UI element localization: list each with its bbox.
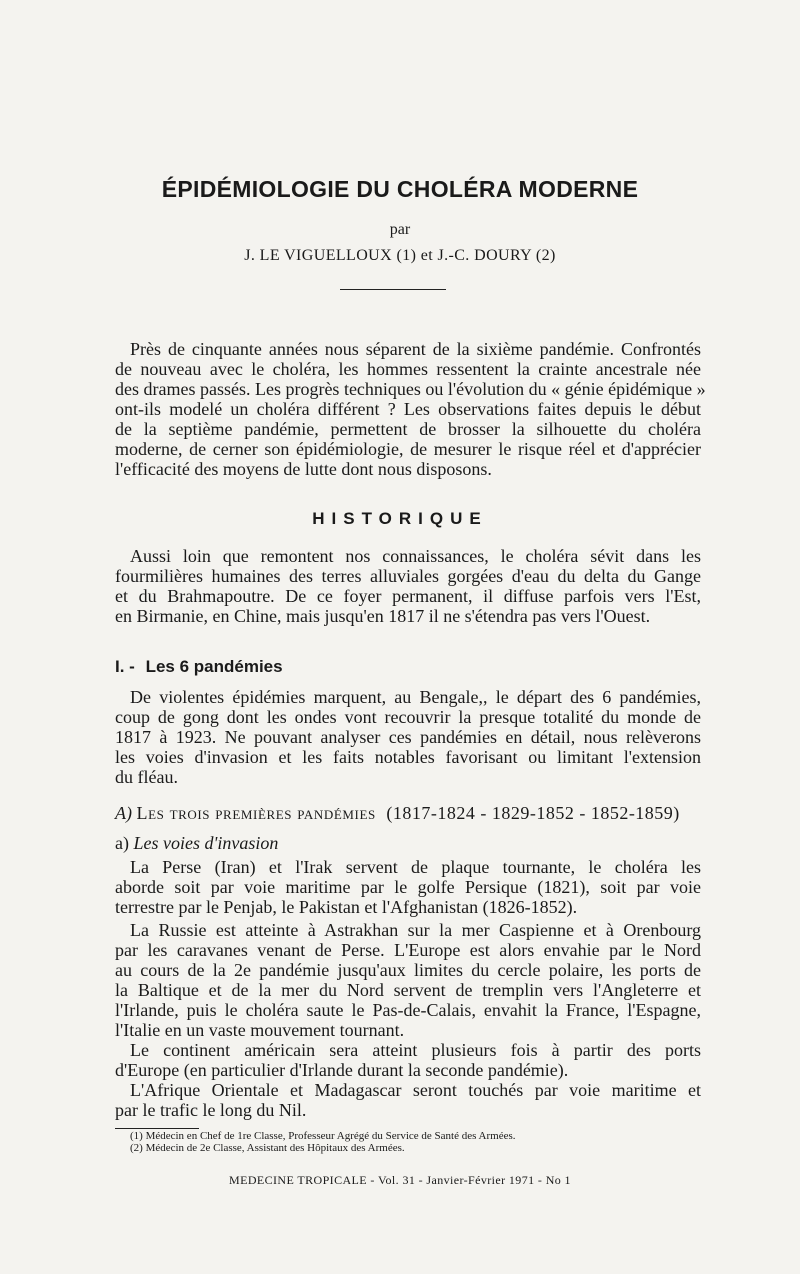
text-line: la Baltique et de la mer du Nord servent de tremplin vers l'Angleterre et xyxy=(115,980,701,1000)
text-line: moderne, de cerner son épidémiologie, de mesurer le risque réel et d'apprécier xyxy=(115,439,701,459)
perse-paragraph xyxy=(115,857,701,917)
abstract-paragraph xyxy=(115,339,706,479)
text-line: La Russie est atteinte à Astrakhan sur la mer Caspienne et à Orenbourg xyxy=(130,920,701,940)
part-a-title: Les trois premières pandémies xyxy=(136,803,376,823)
text-line: l'Italie en un vaste mouvement tournant. xyxy=(115,1020,405,1040)
subsection-heading xyxy=(115,657,283,677)
russie-paragraph xyxy=(115,920,701,1040)
afrique-paragraph xyxy=(115,1080,701,1120)
footnote-2: (2) Médecin de 2e Classe, Assistant des Hôpitaux des Armées. xyxy=(130,1142,405,1154)
text-line: les voies d'invasion et les faits notables favorisant ou limitant l'extension xyxy=(115,747,701,767)
by-label: par xyxy=(389,221,411,238)
item-a-heading xyxy=(115,833,278,854)
footnote-1: (1) Médecin en Chef de 1re Classe, Professeur Agrégé du Service de Santé des Armées. xyxy=(130,1130,516,1142)
text-line: ont-ils modelé un choléra différent ? Les observations faites depuis le début xyxy=(115,399,701,419)
author-line: J. LE VIGUELLOUX (1) et J.-C. DOURY (2) xyxy=(244,247,556,264)
text-line: en Birmanie, en Chine, mais jusqu'en 1817 il ne s'étendra pas vers l'Ouest. xyxy=(115,606,651,626)
text-line: fourmilières humaines des terres alluviales gorgées d'eau du delta du Gange xyxy=(115,566,701,586)
text-line: De violentes épidémies marquent, au Bengale,, le départ des 6 pandémies, xyxy=(130,687,701,707)
text-line: et du Brahmapoutre. De ce foyer permanent, il diffuse parfois vers l'Est, xyxy=(115,586,701,606)
text-line: Près de cinquante années nous séparent de la sixième pandémie. Confrontés xyxy=(130,339,701,359)
pandemies-paragraph xyxy=(115,687,701,787)
subsection-title: Les 6 pandémies xyxy=(145,657,283,676)
section-heading-historique: HISTORIQUE xyxy=(312,509,488,528)
journal-footer: MEDECINE TROPICALE - Vol. 31 - Janvier-Février 1971 - No 1 xyxy=(229,1173,571,1187)
text-line: par le trafic le long du Nil. xyxy=(115,1100,307,1120)
text-line: d'Europe (en particulier d'Irlande durant la seconde pandémie). xyxy=(115,1060,569,1080)
part-a-heading xyxy=(115,803,701,824)
footnotes xyxy=(130,1130,516,1154)
text-line: des drames passés. Les progrès techniques ou l'évolution du « génie épidémique » xyxy=(115,379,706,399)
text-line: de la septième pandémie, permettent de brosser la silhouette du choléra xyxy=(115,419,701,439)
continent-paragraph xyxy=(115,1040,701,1080)
title-divider xyxy=(340,289,446,290)
text-line: Aussi loin que remontent nos connaissances, le choléra sévit dans les xyxy=(130,546,701,566)
text-line: 1817 à 1923. Ne pouvant analyser ces pandémies en détail, nous relèverons xyxy=(115,727,701,747)
text-line: l'efficacité des moyens de lutte dont nous disposons. xyxy=(115,459,492,479)
historique-paragraph xyxy=(115,546,701,626)
part-a-dates: (1817-1824 - 1829-1852 - 1852-1859) xyxy=(386,803,680,823)
text-line: coup de gong dont les ondes vont recouvrir la presque totalité du monde de xyxy=(115,707,701,727)
text-line: terrestre par le Penjab, le Pakistan et l'Afghanistan (1826-1852). xyxy=(115,897,578,917)
text-line: de nouveau avec le choléra, les hommes ressentent la crainte ancestrale née xyxy=(115,359,701,379)
text-line: La Perse (Iran) et l'Irak servent de plaque tournante, le choléra les xyxy=(130,857,701,877)
text-line: au cours de la 2e pandémie jusqu'aux limites du cercle polaire, les ports de xyxy=(115,960,701,980)
item-a-title: Les voies d'invasion xyxy=(133,833,279,853)
part-a-letter: A) xyxy=(115,803,132,823)
footnote-divider xyxy=(115,1128,199,1129)
text-line: L'Afrique Orientale et Madagascar seront touchés par voie maritime et xyxy=(130,1080,701,1100)
text-line: du fléau. xyxy=(115,767,178,787)
text-line: Le continent américain sera atteint plusieurs fois à partir des ports xyxy=(130,1040,701,1060)
subsection-number: I. - xyxy=(115,657,135,676)
article-title: ÉPIDÉMIOLOGIE DU CHOLÉRA MODERNE xyxy=(161,176,639,202)
text-line: l'Irlande, puis le choléra saute le Pas-de-Calais, envahit la France, l'Espagne, xyxy=(115,1000,701,1020)
text-line: aborde soit par voie maritime par le golfe Persique (1821), soit par voie xyxy=(115,877,701,897)
item-a-label: a) xyxy=(115,833,129,853)
text-line: par les caravanes venant de Perse. L'Europe est alors envahie par le Nord xyxy=(115,940,701,960)
